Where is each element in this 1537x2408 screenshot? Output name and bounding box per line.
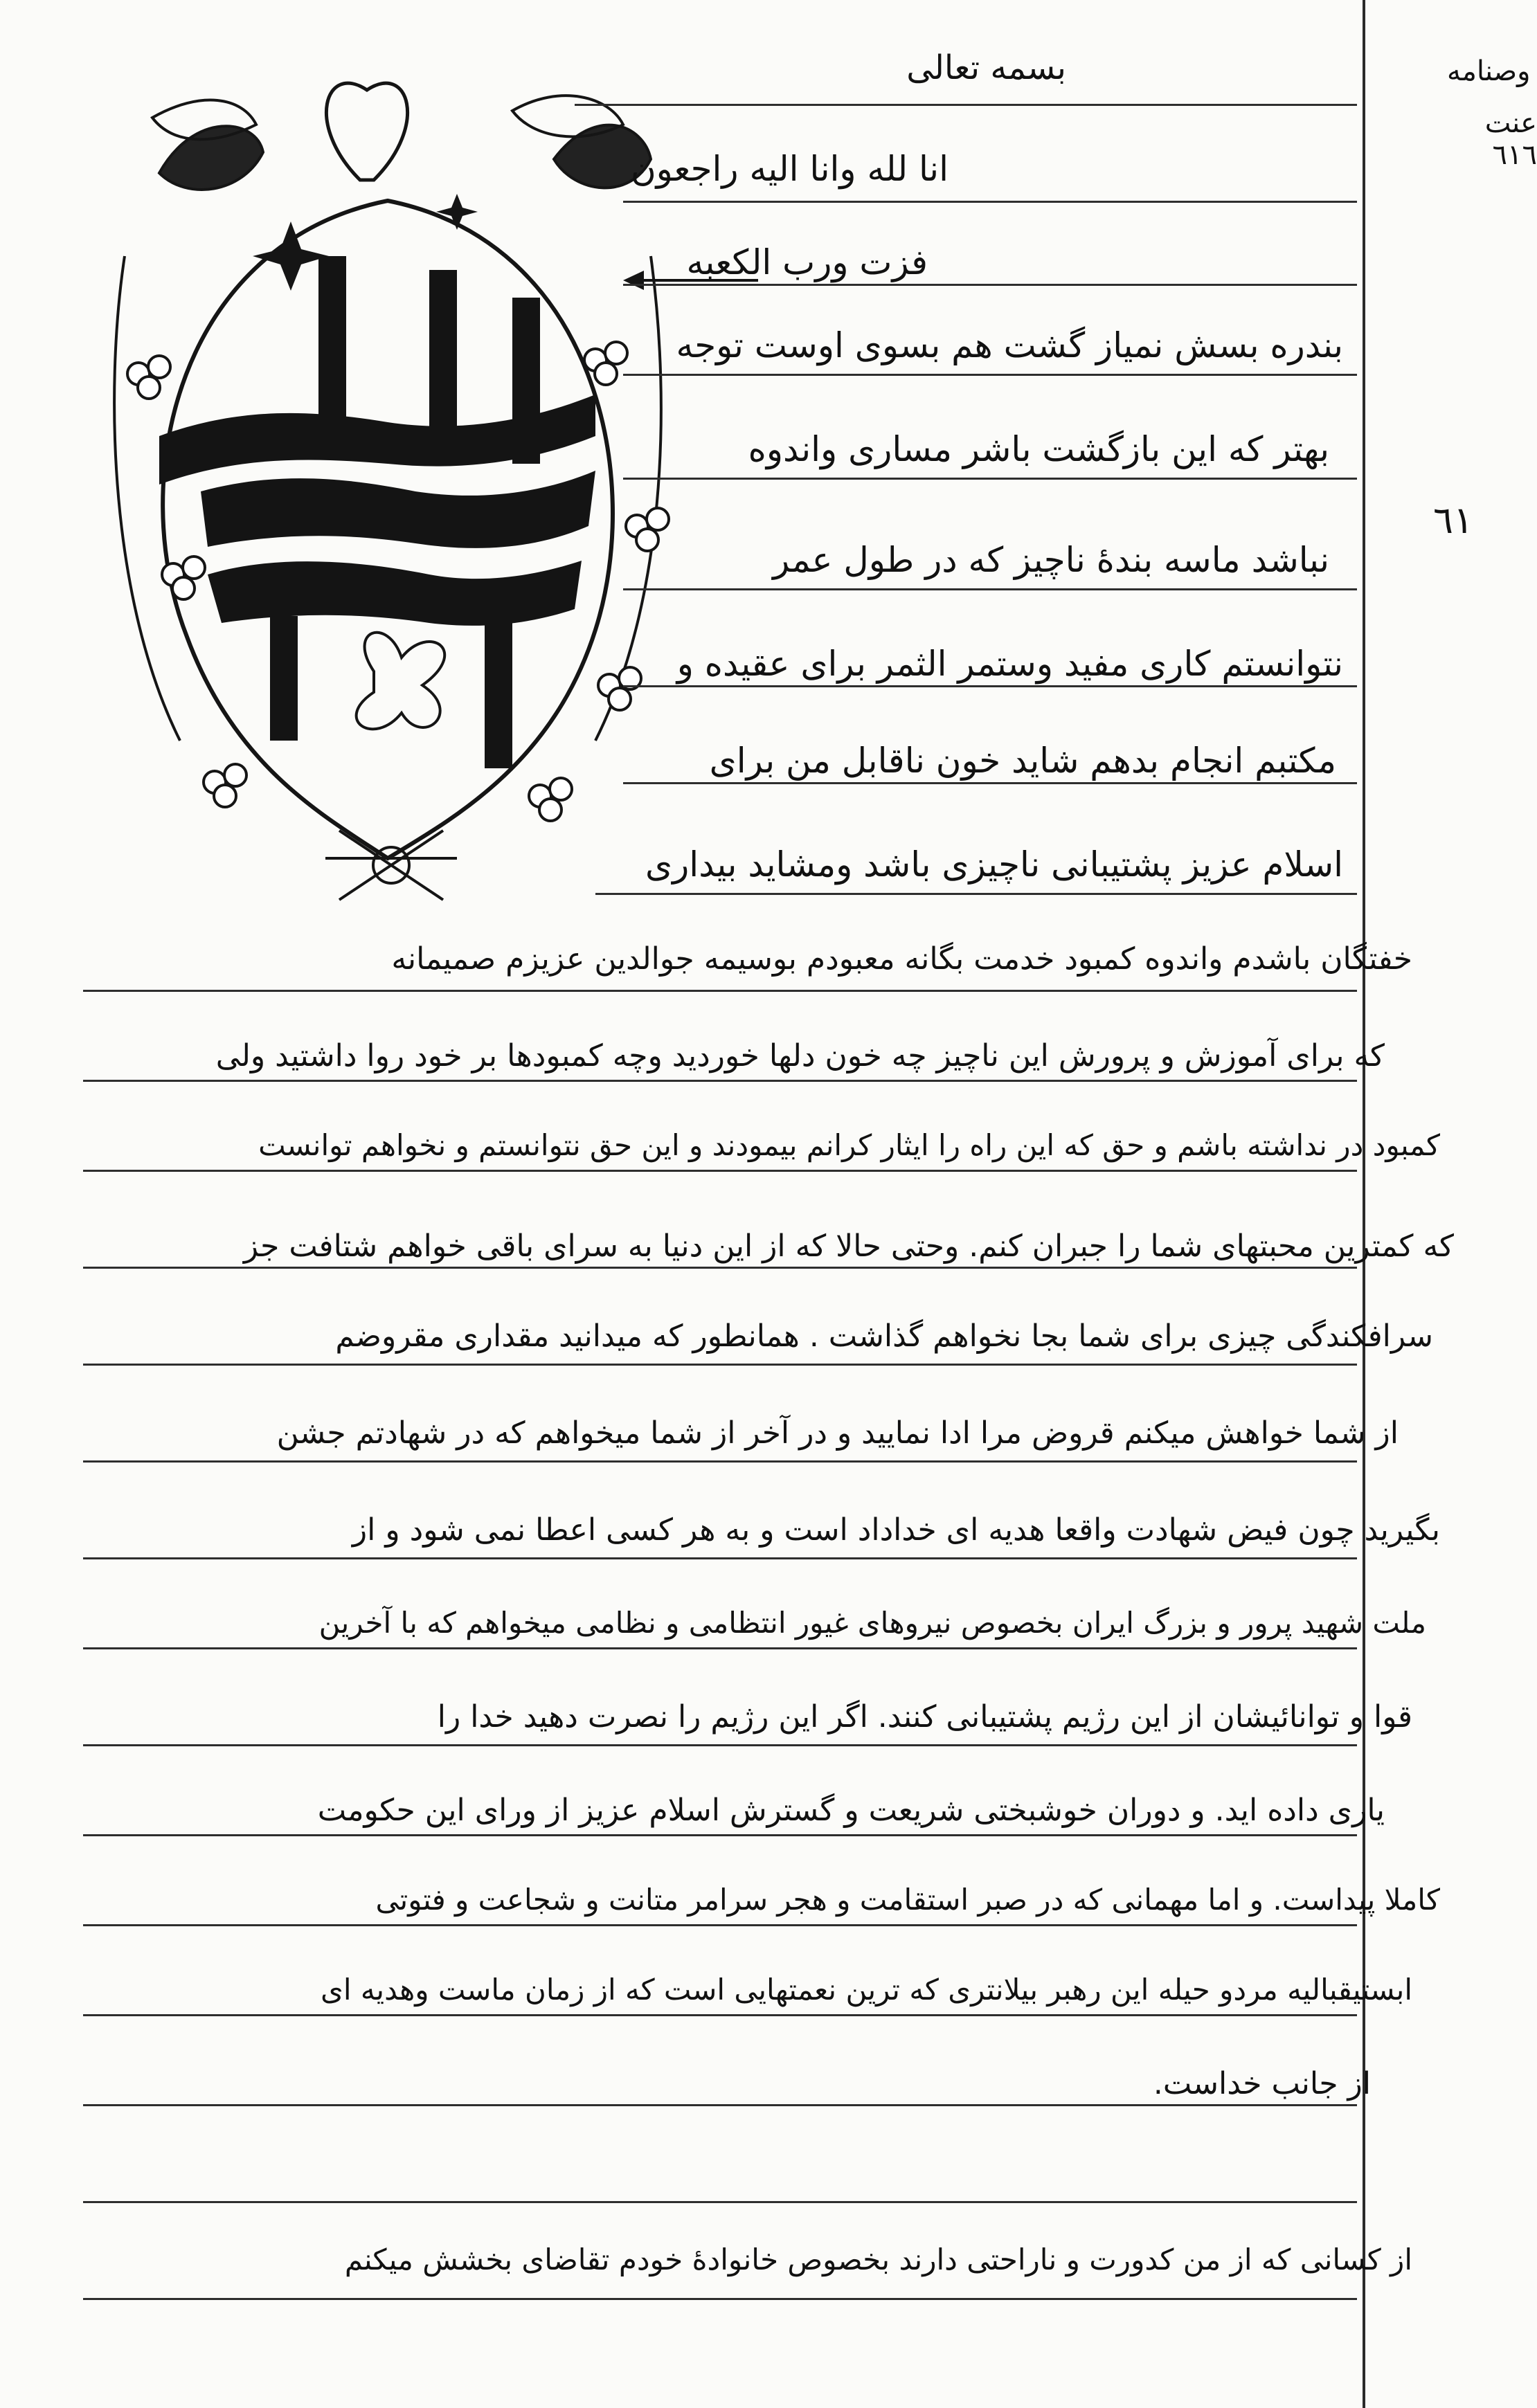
letter-line: بندره بسش نمیاز گشت هم بسوی اوست توجه [676, 325, 1343, 365]
ruled-line [83, 1170, 1357, 1172]
ruled-line [623, 782, 1357, 784]
letter-line: کمبود در نداشته باشم و حق که این راه را ایثار کرانم بیمودند و این حق نتوانستم و نخواهم توانست [258, 1128, 1440, 1162]
ruled-line [83, 2201, 1357, 2203]
ruled-line [623, 284, 1357, 286]
ruled-line [83, 1267, 1357, 1269]
letter-line: مکتبم انجام بدهم شاید خون ناقابل من برای [709, 741, 1336, 781]
ruled-line [83, 1744, 1357, 1746]
letter-line: از کسانی که از من کدورت و ناراحتی دارند بخصوص خانوادهٔ خودم تقاضای بخشش میکنم [344, 2243, 1412, 2276]
letter-line: از شما خواهش میکنم قروض مرا ادا نمایید و در آخر از شما میخواهم که در شهادتم جشن [276, 1415, 1399, 1451]
letter-line: نتوانستم کاری مفید وستمر الثمر برای عقیده و [676, 644, 1343, 684]
letter-line: کاملا پیداست. و اما مهمانی که در صبر استقامت و هجر سرامر متانت و شجاعت و فتوتی [375, 1883, 1440, 1917]
ruled-line [83, 1557, 1357, 1559]
ruled-line [623, 685, 1357, 687]
letter-line: انا لله وانا الیه راجعون [630, 149, 949, 189]
letter-line: بگیرید چون فیض شهادت واقعا هدیه ای خداداد است و به هر کسی اعطا نمی شود و از [352, 1512, 1440, 1548]
ruled-line [623, 201, 1357, 203]
letter-line: خفتگان باشدم واندوه کمبود خدمت بگانه معبودم بوسیمه جوالدین عزیزم صمیمانه [391, 941, 1412, 977]
margin-note-reference: عنت ٦١٦ [1484, 107, 1537, 171]
letter-line: از جانب خداست. [1153, 2066, 1371, 2101]
ruled-line [623, 374, 1357, 376]
ruled-line [83, 2298, 1357, 2300]
ruled-line [83, 2104, 1357, 2106]
ruled-line [623, 588, 1357, 590]
letter-line: بهتر که این بازگشت باشر مساری واندوه [748, 429, 1329, 469]
letter-line: قوا و توانائیشان از این رژیم پشتیبانی کنند. اگر این رژیم را نصرت دهید خدا را [437, 1699, 1412, 1735]
ruled-line [83, 2014, 1357, 2016]
letter-line: فزت ورب الکعبه [686, 242, 928, 282]
letter-heading: بسمه تعالی [906, 48, 1066, 87]
letter-line: نباشد ماسه بندهٔ ناچیز که در طول عمر [773, 540, 1329, 580]
letter-line: ابستیقبالیه مردو حیله این رهبر بیلانتری که ترین نعمتهایی است که از زمان ماست وهدیه ای [320, 1973, 1412, 2007]
page-number: ٦١ [1433, 498, 1474, 542]
letter-line: اسلام عزیز پشتیبانی ناچیزی باشد ومشاید بیداری [645, 844, 1343, 885]
ruled-line [83, 1924, 1357, 1926]
margin-rule [1363, 0, 1365, 2408]
margin-note-top: وصنامه [1447, 55, 1531, 87]
ruled-line [623, 478, 1357, 480]
letter-line: که کمترین محبتهای شما را جبران کنم. وحتی حالا که از این دنیا به سرای باقی خواهم شتافت جز [243, 1229, 1454, 1264]
letter-line: ملت شهید پرور و بزرگ ایران بخصوص نیروهای غیور انتظامی و نظامی میخواهم که با آخرین [318, 1606, 1426, 1640]
ruled-line [83, 1364, 1357, 1366]
ruled-line [83, 1647, 1357, 1649]
letter-line: که برای آموزش و پرورش این ناچیز چه خون دلها خوردید وچه کمبودها بر خود روا داشتید ولی [215, 1038, 1385, 1074]
ruled-line [83, 990, 1357, 992]
letter-line: یاری داده اید. و دوران خوشبختی شریعت و گسترش اسلام عزیز از ورای این حکومت [317, 1793, 1385, 1828]
ruled-line [83, 1080, 1357, 1082]
ruled-line [595, 893, 1357, 895]
ruled-line [575, 104, 1357, 106]
ruled-line [83, 1834, 1357, 1836]
letter-line: سرافکندگی چیزی برای شما بجا نخواهم گذاشت . همانطور که میدانید مقداری مقروضم [335, 1319, 1433, 1354]
ruled-line [83, 1460, 1357, 1463]
calligraphy-emblem [97, 48, 678, 921]
